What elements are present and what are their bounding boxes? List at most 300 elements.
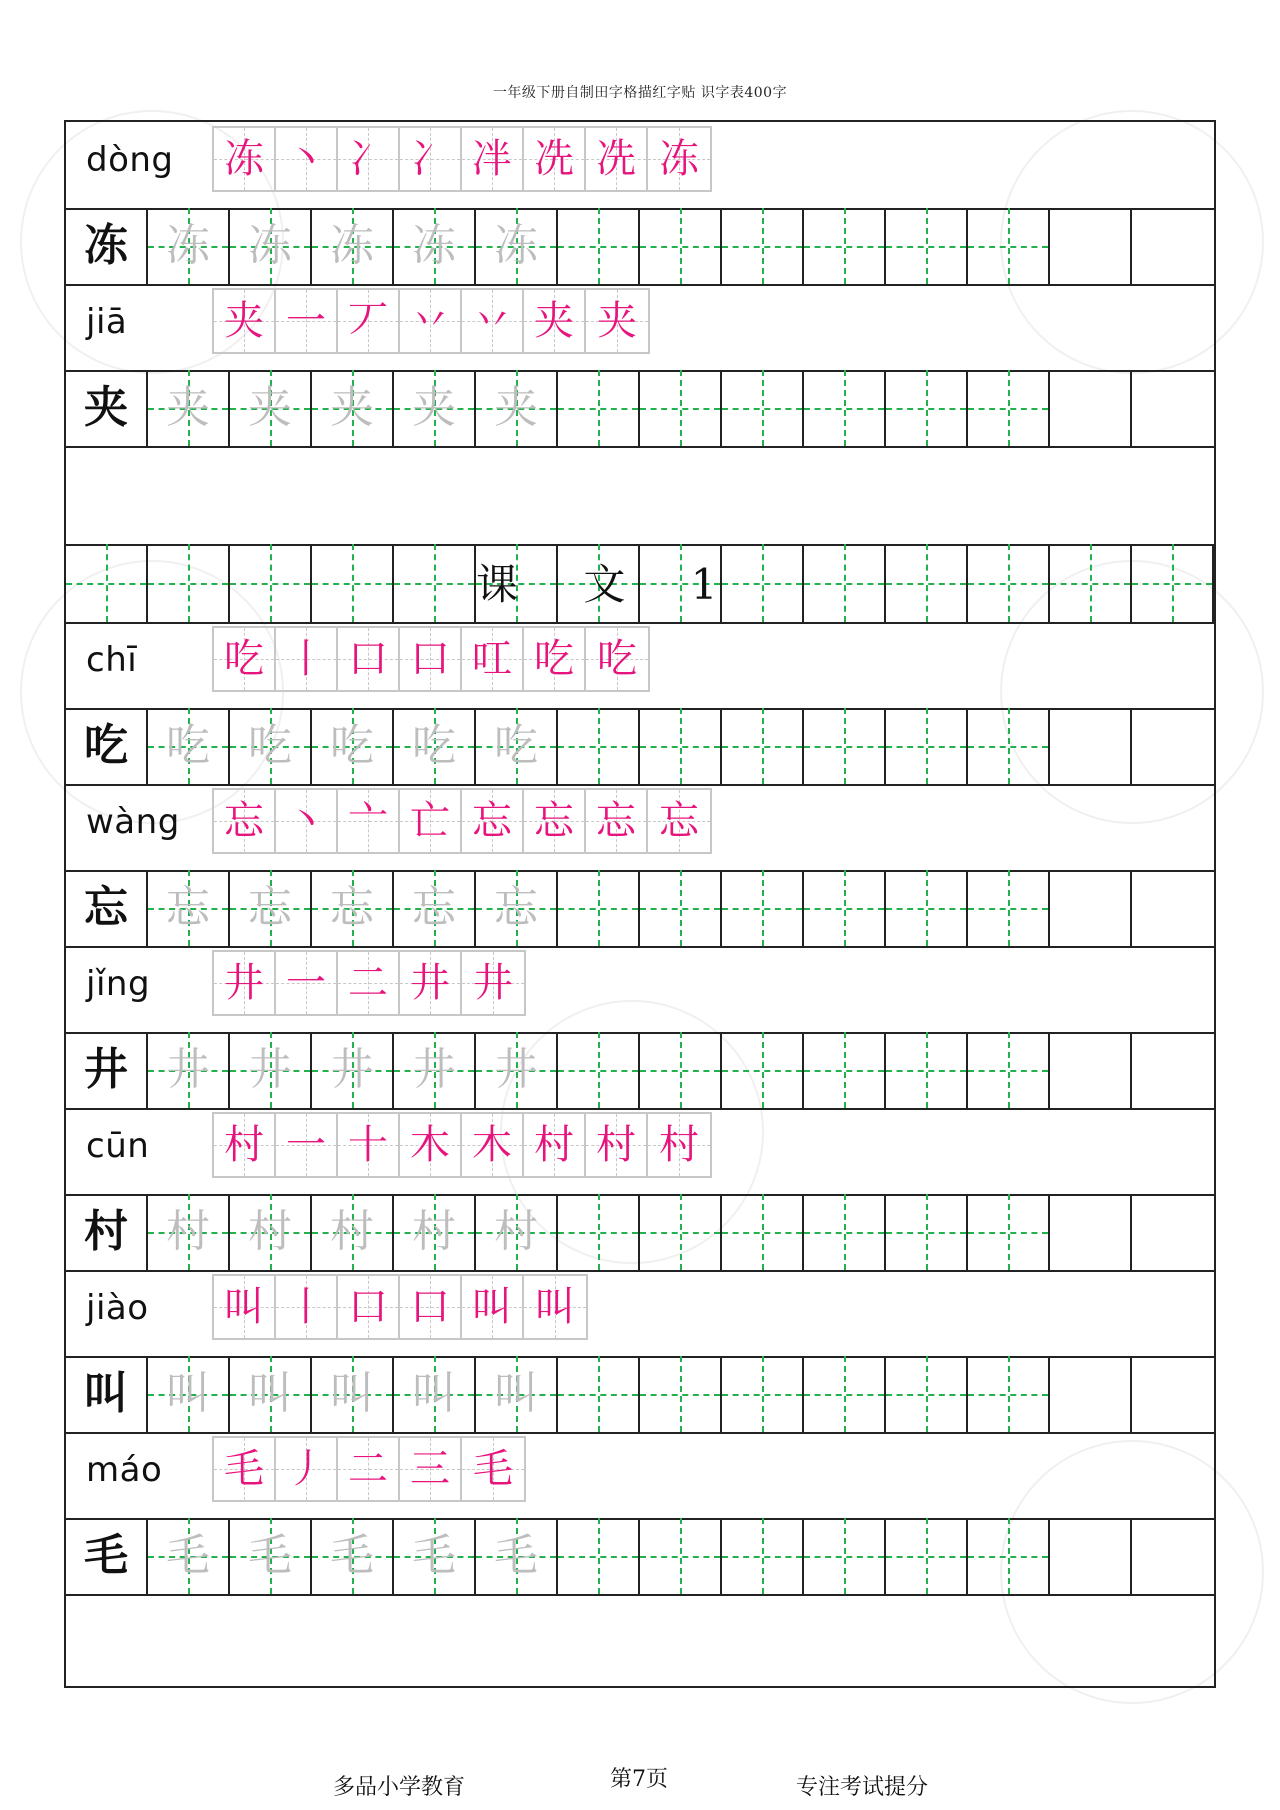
blank-practice-cell[interactable]: [640, 370, 722, 446]
blank-practice-cell[interactable]: [804, 208, 886, 284]
title-grid-cell: [886, 544, 968, 622]
trace-character: 忘: [494, 882, 538, 933]
trace-character-cell[interactable]: [476, 208, 558, 284]
stroke-step-cell: [586, 628, 648, 690]
practice-sheet: [64, 120, 1216, 1688]
title-grid-cell: [66, 544, 148, 622]
stroke-step-glyph: 夹: [597, 298, 637, 344]
stroke-step-cell: [462, 952, 524, 1014]
trace-character: 村: [330, 1206, 374, 1257]
model-character-cell: [66, 870, 148, 946]
pinyin-label: cūn: [86, 1126, 150, 1166]
trace-character-cell[interactable]: [312, 1518, 394, 1594]
trace-character-cell[interactable]: [394, 1356, 476, 1432]
stroke-step-cell: [524, 128, 586, 190]
tracing-grid-row: [66, 208, 1214, 286]
blank-practice-cell[interactable]: [968, 1032, 1050, 1108]
trace-character: 忘: [412, 882, 456, 933]
stroke-step-cell: [400, 128, 462, 190]
stroke-step-glyph: 一: [286, 1122, 326, 1168]
trace-character-cell[interactable]: [476, 370, 558, 446]
trace-character: 冻: [330, 220, 374, 271]
stroke-step-cell: [524, 790, 586, 852]
pinyin-label: chī: [86, 640, 138, 680]
trace-character: 吃: [412, 720, 456, 771]
model-character-cell: [66, 370, 148, 446]
trace-character: 忘: [166, 882, 210, 933]
stroke-step-cell: [338, 1114, 400, 1176]
stroke-step-cell: [214, 1114, 276, 1176]
stroke-step-glyph: 冻: [224, 136, 264, 182]
trace-character-cell[interactable]: [476, 1032, 558, 1108]
pinyin-row: [66, 1432, 1214, 1520]
trace-character-cell[interactable]: [312, 1194, 394, 1270]
title-grid-cell: [230, 544, 312, 622]
stroke-step-glyph: 井: [473, 960, 513, 1006]
trace-character: 冻: [166, 220, 210, 271]
stroke-step-glyph: 忘: [224, 798, 264, 844]
stroke-step-glyph: 丨: [286, 636, 326, 682]
blank-practice-cell[interactable]: [1050, 208, 1132, 284]
blank-separator-row: [66, 446, 1214, 546]
stroke-step-glyph: 丨: [286, 1284, 326, 1330]
trace-character-cell[interactable]: [394, 1194, 476, 1270]
stroke-step-glyph: 夹: [534, 298, 574, 344]
blank-practice-cell[interactable]: [558, 208, 640, 284]
stroke-step-cell: [462, 290, 524, 352]
trace-character-cell[interactable]: [230, 708, 312, 784]
trace-character-cell[interactable]: [312, 370, 394, 446]
blank-practice-cell[interactable]: [722, 1194, 804, 1270]
title-grid-cell: [312, 544, 394, 622]
stroke-step-glyph: 忘: [659, 798, 699, 844]
stroke-step-cell: [276, 290, 338, 352]
stroke-step-glyph: 叫: [472, 1284, 512, 1330]
trace-character: 毛: [330, 1530, 374, 1581]
model-character: 夹: [84, 382, 128, 433]
blank-practice-cell[interactable]: [968, 1356, 1050, 1432]
blank-practice-cell[interactable]: [722, 370, 804, 446]
tracing-grid-row: [66, 870, 1214, 948]
title-grid-cell: [394, 544, 476, 622]
blank-practice-cell[interactable]: [968, 1194, 1050, 1270]
blank-practice-cell[interactable]: [1132, 1356, 1214, 1432]
stroke-step-cell: [648, 128, 710, 190]
stroke-step-glyph: 丶: [286, 136, 326, 182]
stroke-step-glyph: 叫: [224, 1284, 264, 1330]
trace-character: 夹: [494, 382, 538, 433]
trace-character: 井: [248, 1044, 292, 1095]
stroke-step-cell: [276, 1438, 338, 1500]
stroke-order-strip: [212, 1274, 588, 1340]
trace-character-cell[interactable]: [394, 1032, 476, 1108]
blank-practice-cell[interactable]: [804, 1356, 886, 1432]
blank-practice-cell[interactable]: [722, 1518, 804, 1594]
trace-character: 叫: [412, 1368, 456, 1419]
stroke-order-strip: [212, 626, 650, 692]
model-character: 吃: [84, 720, 128, 771]
blank-practice-cell[interactable]: [640, 708, 722, 784]
title-grid-cell: [148, 544, 230, 622]
stroke-step-glyph: 口: [348, 1284, 388, 1330]
stroke-step-glyph: 丷: [410, 298, 450, 344]
blank-practice-cell[interactable]: [804, 1194, 886, 1270]
stroke-step-glyph: 村: [534, 1122, 574, 1168]
stroke-step-glyph: 叫: [535, 1284, 575, 1330]
trace-character-cell[interactable]: [394, 1518, 476, 1594]
tracing-grid-row: [66, 370, 1214, 448]
trace-character-cell[interactable]: [230, 370, 312, 446]
trace-character: 毛: [166, 1530, 210, 1581]
model-character-cell: [66, 208, 148, 284]
stroke-step-cell: [586, 290, 648, 352]
stroke-step-glyph: 冫: [348, 136, 388, 182]
pinyin-label: jǐng: [86, 964, 151, 1004]
model-character: 忘: [84, 882, 128, 933]
stroke-step-glyph: 忘: [596, 798, 636, 844]
stroke-step-glyph: 井: [410, 960, 450, 1006]
stroke-step-glyph: 丷: [472, 298, 512, 344]
stroke-step-cell: [400, 290, 462, 352]
trace-character-cell[interactable]: [230, 1356, 312, 1432]
blank-practice-cell[interactable]: [558, 1032, 640, 1108]
trace-character-cell[interactable]: [230, 208, 312, 284]
blank-practice-cell[interactable]: [968, 708, 1050, 784]
pinyin-row: [66, 784, 1214, 872]
stroke-step-glyph: 二: [348, 1446, 388, 1492]
trace-character: 夹: [330, 382, 374, 433]
footer-right: 专注考试提分: [796, 1775, 929, 1800]
stroke-step-glyph: 忘: [472, 798, 512, 844]
model-character: 井: [84, 1044, 128, 1095]
trace-character: 冻: [412, 220, 456, 271]
blank-practice-cell[interactable]: [558, 1518, 640, 1594]
stroke-step-cell: [338, 128, 400, 190]
model-character: 毛: [84, 1530, 128, 1581]
stroke-order-strip: [212, 1112, 712, 1178]
stroke-step-glyph: 毛: [224, 1446, 264, 1492]
blank-practice-cell[interactable]: [558, 370, 640, 446]
stroke-step-glyph: 忘: [534, 798, 574, 844]
blank-practice-cell[interactable]: [640, 1032, 722, 1108]
stroke-step-cell: [400, 952, 462, 1014]
stroke-step-cell: [214, 628, 276, 690]
trace-character-cell[interactable]: [394, 870, 476, 946]
stroke-order-strip: [212, 126, 712, 192]
trace-character: 毛: [494, 1530, 538, 1581]
stroke-step-cell: [586, 790, 648, 852]
blank-practice-cell[interactable]: [1132, 708, 1214, 784]
trace-character-cell[interactable]: [476, 1194, 558, 1270]
trace-character-cell[interactable]: [476, 708, 558, 784]
trace-character: 叫: [166, 1368, 210, 1419]
pinyin-row: [66, 284, 1214, 372]
stroke-step-glyph: 口: [348, 636, 388, 682]
blank-practice-cell[interactable]: [558, 1356, 640, 1432]
trace-character-cell[interactable]: [476, 1518, 558, 1594]
stroke-step-glyph: 亠: [348, 798, 388, 844]
stroke-step-glyph: 吃: [224, 636, 264, 682]
blank-practice-cell[interactable]: [1132, 870, 1214, 946]
blank-practice-cell[interactable]: [968, 1518, 1050, 1594]
tracing-grid-row: [66, 1194, 1214, 1272]
trace-character-cell[interactable]: [148, 1032, 230, 1108]
trace-character-cell[interactable]: [476, 870, 558, 946]
pinyin-label: jiā: [86, 302, 128, 342]
footer-left: 多品小学教育: [333, 1775, 466, 1800]
pinyin-label: máo: [86, 1450, 163, 1490]
stroke-step-glyph: 丆: [348, 298, 388, 344]
stroke-step-glyph: 吃: [534, 636, 574, 682]
blank-practice-cell[interactable]: [1132, 1032, 1214, 1108]
stroke-step-glyph: 村: [659, 1122, 699, 1168]
blank-practice-cell[interactable]: [1050, 1032, 1132, 1108]
trace-character-cell[interactable]: [476, 1356, 558, 1432]
pinyin-label: jiào: [86, 1288, 149, 1328]
stroke-step-glyph: 冼: [534, 136, 574, 182]
stroke-step-cell: [214, 1438, 276, 1500]
trace-character-cell[interactable]: [230, 870, 312, 946]
stroke-step-glyph: 亡: [410, 798, 450, 844]
trace-character-cell[interactable]: [148, 870, 230, 946]
trace-character-cell[interactable]: [312, 870, 394, 946]
stroke-step-cell: [214, 952, 276, 1014]
trace-character-cell[interactable]: [312, 1356, 394, 1432]
blank-practice-cell[interactable]: [640, 1194, 722, 1270]
model-character: 冻: [84, 220, 128, 271]
model-character: 村: [84, 1206, 128, 1257]
stroke-step-cell: [462, 128, 524, 190]
stroke-step-cell: [276, 128, 338, 190]
blank-practice-cell[interactable]: [640, 1356, 722, 1432]
trace-character: 冻: [248, 220, 292, 271]
pinyin-row: [66, 622, 1214, 710]
blank-practice-cell[interactable]: [804, 1518, 886, 1594]
blank-practice-cell[interactable]: [558, 708, 640, 784]
blank-practice-cell[interactable]: [804, 870, 886, 946]
stroke-step-cell: [400, 1276, 462, 1338]
stroke-step-glyph: 三: [410, 1446, 450, 1492]
blank-practice-cell[interactable]: [1050, 370, 1132, 446]
tracing-grid-row: [66, 1518, 1214, 1596]
trace-character: 井: [166, 1044, 210, 1095]
blank-practice-cell[interactable]: [968, 208, 1050, 284]
stroke-step-cell: [524, 290, 586, 352]
stroke-step-cell: [276, 790, 338, 852]
pinyin-label: dòng: [86, 140, 174, 180]
footer-page-number: 第7页: [610, 1767, 668, 1792]
trace-character-cell[interactable]: [148, 208, 230, 284]
blank-practice-cell[interactable]: [1132, 370, 1214, 446]
stroke-step-cell: [338, 290, 400, 352]
pinyin-row: [66, 946, 1214, 1034]
stroke-step-glyph: 村: [596, 1122, 636, 1168]
stroke-step-cell: [524, 1276, 586, 1338]
stroke-step-glyph: 叿: [472, 636, 512, 682]
trace-character-cell[interactable]: [148, 1518, 230, 1594]
model-character-cell: [66, 1194, 148, 1270]
stroke-step-glyph: 一: [286, 298, 326, 344]
stroke-step-glyph: 冼: [596, 136, 636, 182]
trace-character-cell[interactable]: [394, 708, 476, 784]
trace-character: 井: [494, 1044, 538, 1095]
trace-character-cell[interactable]: [394, 370, 476, 446]
blank-practice-cell[interactable]: [1050, 1356, 1132, 1432]
title-grid-cell: [968, 544, 1050, 622]
stroke-step-cell: [214, 790, 276, 852]
trace-character-cell[interactable]: [312, 708, 394, 784]
trace-character: 叫: [330, 1368, 374, 1419]
blank-practice-cell[interactable]: [804, 370, 886, 446]
trace-character: 夹: [166, 382, 210, 433]
trace-character-cell[interactable]: [230, 1194, 312, 1270]
stroke-step-cell: [400, 1114, 462, 1176]
blank-practice-cell[interactable]: [886, 1032, 968, 1108]
tracing-grid-row: [66, 1356, 1214, 1434]
stroke-step-cell: [214, 1276, 276, 1338]
blank-practice-cell[interactable]: [640, 208, 722, 284]
title-grid-cell: [804, 544, 886, 622]
stroke-step-glyph: 一: [286, 960, 326, 1006]
blank-practice-cell[interactable]: [804, 708, 886, 784]
stroke-step-cell: [276, 952, 338, 1014]
blank-practice-cell[interactable]: [968, 870, 1050, 946]
trace-character-cell[interactable]: [312, 208, 394, 284]
stroke-step-cell: [648, 1114, 710, 1176]
trace-character: 村: [248, 1206, 292, 1257]
model-character: 叫: [84, 1368, 128, 1419]
stroke-step-glyph: 口: [410, 636, 450, 682]
blank-practice-cell[interactable]: [886, 870, 968, 946]
stroke-step-glyph: 木: [410, 1122, 450, 1168]
stroke-step-cell: [276, 1114, 338, 1176]
blank-practice-cell[interactable]: [722, 870, 804, 946]
blank-practice-cell[interactable]: [1050, 1518, 1132, 1594]
trace-character-cell[interactable]: [148, 1356, 230, 1432]
stroke-step-glyph: 丿: [286, 1446, 326, 1492]
trace-character-cell[interactable]: [148, 370, 230, 446]
stroke-step-cell: [400, 1438, 462, 1500]
blank-practice-cell[interactable]: [1050, 708, 1132, 784]
model-character-cell: [66, 708, 148, 784]
blank-practice-cell[interactable]: [1050, 1194, 1132, 1270]
blank-practice-cell[interactable]: [722, 1356, 804, 1432]
blank-practice-cell[interactable]: [1132, 1194, 1214, 1270]
stroke-step-glyph: 村: [224, 1122, 264, 1168]
stroke-order-strip: [212, 950, 526, 1016]
pinyin-label: wàng: [86, 802, 180, 842]
trace-character: 冻: [494, 220, 538, 271]
stroke-step-cell: [462, 1438, 524, 1500]
tracing-grid-row: [66, 708, 1214, 786]
blank-practice-cell[interactable]: [886, 370, 968, 446]
model-character-cell: [66, 1356, 148, 1432]
model-character-cell: [66, 1032, 148, 1108]
blank-practice-cell[interactable]: [558, 1194, 640, 1270]
stroke-step-cell: [338, 1276, 400, 1338]
stroke-step-glyph: 夹: [224, 298, 264, 344]
section-title: 课 文 1: [476, 560, 744, 609]
trace-character: 毛: [412, 1530, 456, 1581]
stroke-step-cell: [338, 952, 400, 1014]
stroke-step-cell: [400, 628, 462, 690]
trace-character-cell[interactable]: [148, 1194, 230, 1270]
blank-practice-cell[interactable]: [1050, 870, 1132, 946]
trace-character: 忘: [248, 882, 292, 933]
trace-character: 村: [412, 1206, 456, 1257]
trace-character-cell[interactable]: [394, 208, 476, 284]
title-grid-cell: [1132, 544, 1214, 622]
stroke-step-cell: [276, 1276, 338, 1338]
stroke-step-cell: [214, 128, 276, 190]
trace-character: 吃: [330, 720, 374, 771]
blank-practice-cell[interactable]: [722, 1032, 804, 1108]
trace-character: 吃: [166, 720, 210, 771]
blank-practice-cell[interactable]: [722, 708, 804, 784]
trace-character-cell[interactable]: [230, 1518, 312, 1594]
trace-character-cell[interactable]: [230, 1032, 312, 1108]
blank-practice-cell[interactable]: [1132, 208, 1214, 284]
trace-character: 忘: [330, 882, 374, 933]
stroke-step-cell: [276, 628, 338, 690]
tracing-grid-row: [66, 1032, 1214, 1110]
trace-character: 井: [330, 1044, 374, 1095]
trace-character-cell[interactable]: [312, 1032, 394, 1108]
blank-practice-cell[interactable]: [640, 870, 722, 946]
stroke-step-cell: [524, 1114, 586, 1176]
stroke-step-cell: [462, 1276, 524, 1338]
stroke-step-cell: [462, 1114, 524, 1176]
pinyin-row: [66, 1270, 1214, 1358]
stroke-step-glyph: 冫: [410, 136, 450, 182]
stroke-step-glyph: 冸: [472, 136, 512, 182]
stroke-order-strip: [212, 288, 650, 354]
stroke-order-strip: [212, 788, 712, 854]
blank-practice-cell[interactable]: [886, 208, 968, 284]
pinyin-row: [66, 1108, 1214, 1196]
trace-character-cell[interactable]: [148, 708, 230, 784]
stroke-step-cell: [338, 1438, 400, 1500]
stroke-step-glyph: 口: [410, 1284, 450, 1330]
pinyin-row: [66, 122, 1214, 210]
stroke-step-cell: [586, 128, 648, 190]
blank-practice-cell[interactable]: [886, 1356, 968, 1432]
blank-practice-cell[interactable]: [1132, 1518, 1214, 1594]
stroke-step-cell: [462, 790, 524, 852]
trace-character: 村: [494, 1206, 538, 1257]
stroke-step-cell: [214, 290, 276, 352]
stroke-step-cell: [586, 1114, 648, 1176]
trace-character: 毛: [248, 1530, 292, 1581]
blank-practice-cell[interactable]: [968, 370, 1050, 446]
blank-practice-cell[interactable]: [886, 1518, 968, 1594]
stroke-step-glyph: 丶: [286, 798, 326, 844]
trace-character: 吃: [494, 720, 538, 771]
stroke-step-cell: [338, 628, 400, 690]
blank-practice-cell[interactable]: [886, 708, 968, 784]
blank-practice-cell[interactable]: [886, 1194, 968, 1270]
blank-practice-cell[interactable]: [722, 208, 804, 284]
trace-character: 叫: [494, 1368, 538, 1419]
stroke-step-glyph: 冻: [659, 136, 699, 182]
blank-practice-cell[interactable]: [804, 1032, 886, 1108]
blank-practice-cell[interactable]: [558, 870, 640, 946]
stroke-step-cell: [648, 790, 710, 852]
blank-practice-cell[interactable]: [640, 1518, 722, 1594]
stroke-step-glyph: 井: [224, 960, 264, 1006]
stroke-step-cell: [338, 790, 400, 852]
stroke-step-glyph: 木: [472, 1122, 512, 1168]
